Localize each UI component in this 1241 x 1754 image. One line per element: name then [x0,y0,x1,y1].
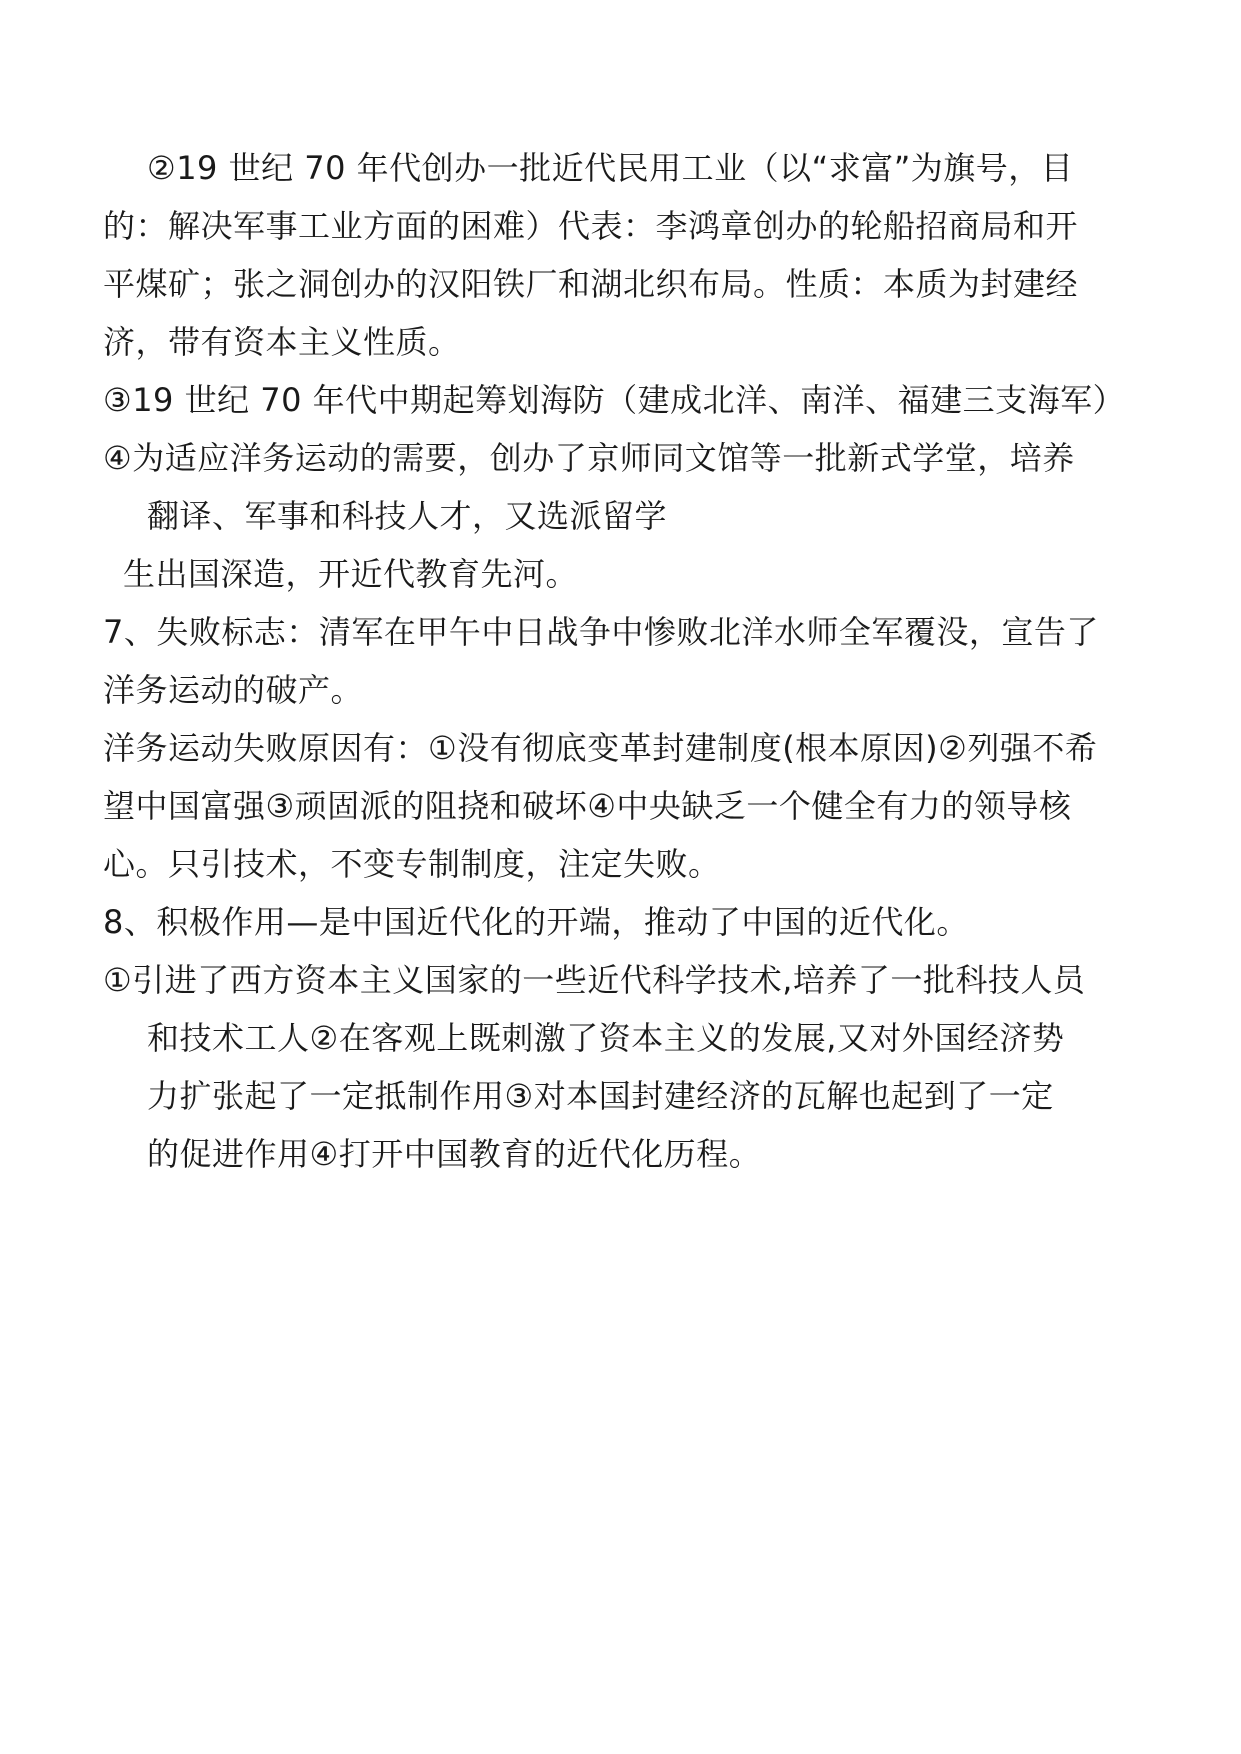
text-line: ①引进了西方资本主义国家的一些近代科学技术,培养了一批科技人员 [103,961,1086,999]
text-line: 生出国深造，开近代教育先河。 [123,555,579,593]
text-line: ②19 世纪 70 年代创办一批近代民用工业（以“求富”为旗号，目 [147,149,1074,187]
text-line: 济，带有资本主义性质。 [103,323,461,361]
text-line: 的：解决军事工业方面的困难）代表：李鸿章创办的轮船招商局和开 [103,207,1079,245]
text-line: 8、积极作用—是中国近代化的开端，推动了中国的近代化。 [103,903,969,941]
text-line: 7、失败标志：清军在甲午中日战争中惨败北洋水师全军覆没，宣告了 [103,613,1099,651]
text-line: 望中国富强③顽固派的阻挠和破坏④中央缺乏一个健全有力的领导核 [103,787,1072,825]
text-line: 洋务运动的破产。 [103,671,364,709]
text-line: 力扩张起了一定抵制作用③对本国封建经济的瓦解也起到了一定 [147,1077,1054,1115]
text-line: 平煤矿；张之洞创办的汉阳铁厂和湖北织布局。性质：本质为封建经 [103,265,1079,303]
text-line: 洋务运动失败原因有：①没有彻底变革封建制度(根本原因)②列强不希 [103,729,1098,767]
text-line: ④为适应洋务运动的需要，创办了京师同文馆等一批新式学堂，培养 [103,439,1075,477]
text-line: 翻译、军事和科技人才，又选派留学 [147,497,668,535]
text-line: ③19 世纪 70 年代中期起筹划海防（建成北洋、南洋、福建三支海军） [103,381,1126,419]
text-line: 心。只引技术，不变专制制度，注定失败。 [103,845,721,883]
text-line: 的促进作用④打开中国教育的近代化历程。 [147,1135,762,1173]
text-line: 和技术工人②在客观上既刺激了资本主义的发展,又对外国经济势 [147,1019,1065,1057]
